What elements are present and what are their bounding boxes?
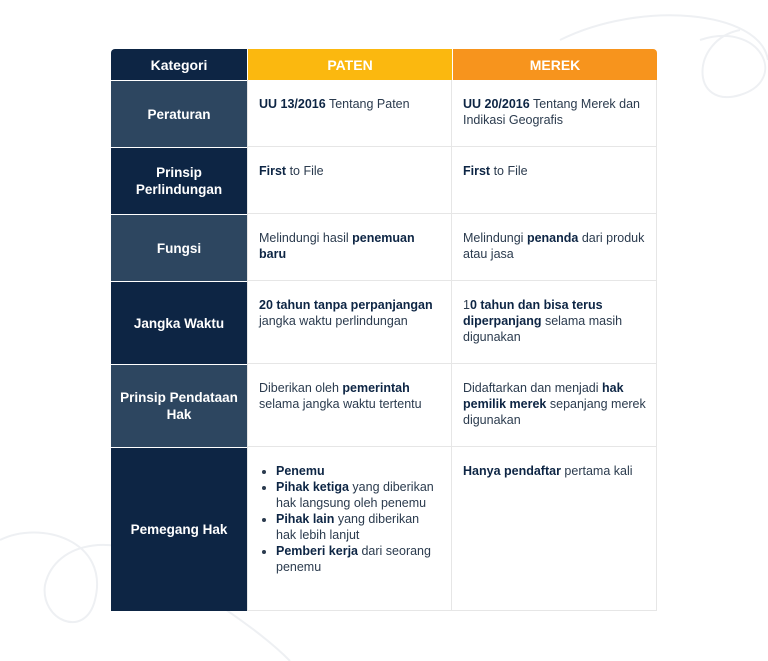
merek-bold-text: First <box>463 164 491 178</box>
list-item <box>276 479 441 511</box>
header-paten: PATEN <box>247 49 452 80</box>
row-label: Fungsi <box>111 214 247 281</box>
table-row-prinsip-perlindungan <box>111 147 657 214</box>
merek-text: Melindungi <box>463 231 527 245</box>
merek-text: pertama kali <box>560 464 633 478</box>
paten-text: selama jangka waktu tertentu <box>259 397 422 411</box>
comparison-table <box>111 49 657 611</box>
paten-text: Melindungi hasil <box>259 231 353 245</box>
row-label: Jangka Waktu <box>111 281 247 364</box>
paten-text: jangka waktu perlindungan <box>259 314 408 328</box>
merek-bold-text: 0 tahun dan bisa terus diperpanjang <box>463 298 603 328</box>
list-item-bold: Pihak ketiga <box>276 480 349 494</box>
table-row-pemegang-hak <box>111 447 657 611</box>
table-header-row <box>111 49 657 80</box>
merek-cell <box>452 80 657 147</box>
merek-bold-text: hak pemilik merek <box>463 381 624 411</box>
paten-cell <box>247 447 452 611</box>
merek-bold-text: UU 20/2016 <box>463 97 530 111</box>
row-label: Peraturan <box>111 80 247 147</box>
list-item-text: dari seorang penemu <box>276 544 431 574</box>
paten-bold-text: penemuan baru <box>259 231 415 261</box>
paten-bold-text: First <box>259 164 287 178</box>
list-item-bold: Penemu <box>276 464 325 478</box>
merek-text: sepanjang merek digunakan <box>463 397 646 427</box>
list-item-bold: Pemberi kerja <box>276 544 358 558</box>
paten-cell <box>247 80 452 147</box>
paten-text: Tentang Paten <box>325 97 410 111</box>
merek-text: 1 <box>463 298 470 312</box>
paten-cell <box>247 147 452 214</box>
paten-bold-text: pemerintah <box>342 381 410 395</box>
list-item <box>276 463 441 479</box>
list-item-text: yang diberikan hak lebih lanjut <box>276 512 420 542</box>
header-merek: MEREK <box>452 49 657 80</box>
merek-cell <box>452 147 657 214</box>
paten-cell <box>247 364 452 447</box>
merek-bold-text: penanda <box>526 231 579 245</box>
merek-cell <box>452 281 657 364</box>
merek-cell <box>452 364 657 447</box>
merek-text: selama masih digunakan <box>463 314 623 344</box>
list-item <box>276 511 441 543</box>
header-kategori: Kategori <box>111 49 247 80</box>
merek-text: dari produk atau jasa <box>463 231 645 261</box>
row-label: Pemegang Hak <box>111 447 247 611</box>
paten-text: to File <box>286 164 324 178</box>
paten-bold-text: 20 tahun tanpa perpanjangan <box>259 298 433 312</box>
paten-cell <box>247 281 452 364</box>
paten-cell <box>247 214 452 281</box>
merek-cell <box>452 447 657 611</box>
table-row-prinsip-pendataan-hak <box>111 364 657 447</box>
row-label: Prinsip Pendataan Hak <box>111 364 247 447</box>
table-row-fungsi <box>111 214 657 281</box>
merek-text: to File <box>490 164 528 178</box>
table-row-jangka-waktu <box>111 281 657 364</box>
merek-cell <box>452 214 657 281</box>
list-item <box>276 543 441 575</box>
merek-text: Didaftarkan dan menjadi <box>463 381 602 395</box>
paten-bold-text: UU 13/2016 <box>259 97 326 111</box>
list-item-text: yang diberikan hak langsung oleh penemu <box>276 480 434 510</box>
list-item-bold: Pihak lain <box>276 512 335 526</box>
row-label: Prinsip Perlindungan <box>111 147 247 214</box>
table-row-peraturan <box>111 80 657 147</box>
paten-text: Diberikan oleh <box>259 381 343 395</box>
pemegang-hak-list <box>258 463 441 575</box>
merek-text: Tentang Merek dan Indikasi Geografis <box>463 97 640 127</box>
merek-bold-text: Hanya pendaftar <box>463 464 561 478</box>
